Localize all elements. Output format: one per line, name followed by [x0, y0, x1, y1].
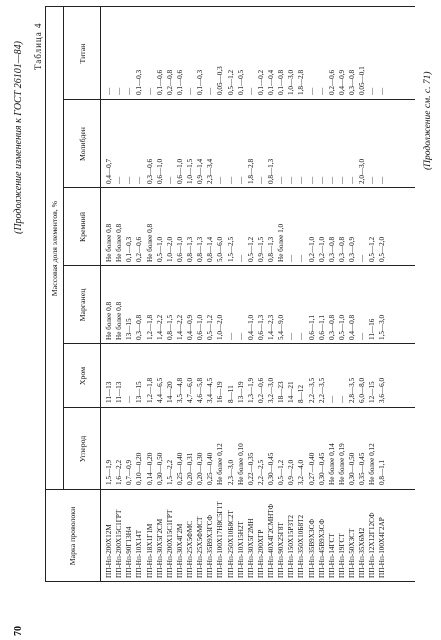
carbon-cell: 0,30—0,50 [348, 452, 356, 485]
header-group-rule [63, 7, 64, 490]
silicon-cell: 0,5—2,0 [378, 236, 387, 262]
header-chromium: Хром [78, 366, 87, 386]
titanium-cell: 0,5—1,2 [226, 69, 235, 95]
molybdenum-cell: — [348, 176, 356, 184]
silicon-cell: 0,8—1,4 [206, 236, 215, 262]
silicon-cell: Не более 1,0 [277, 223, 286, 262]
molybdenum-cell: — [216, 176, 225, 184]
titanium-cell: — [125, 87, 134, 95]
grade-cell: ПП-Нп-25Х5ФМС [186, 520, 194, 578]
molybdenum-cell: — [327, 176, 336, 184]
carbon-cell: 3,2—4,0 [297, 459, 306, 485]
molybdenum-cell: — [297, 176, 306, 184]
grade-cell: ПП-Нп-35Х6М2 [358, 527, 367, 578]
chromium-cell: 13—15 [135, 381, 144, 403]
grade-cell: ПП-Нп-12Х12Г12СФ [368, 512, 377, 578]
header-group: Массовая доля элементов, % [50, 200, 59, 297]
silicon-cell: Не более 0,8 [145, 223, 154, 262]
header-silicon: Кремний [78, 212, 87, 243]
molybdenum-cell: 0,4—0,7 [105, 158, 113, 184]
grade-cell: ПП-Нп-35В9Х3ГСФ [206, 514, 215, 578]
manganese-cell: — [297, 332, 306, 340]
molybdenum-cell: — [368, 176, 377, 184]
continuation-footer: (Продолжение см. с. 71) [423, 71, 433, 170]
col-divider-3 [63, 343, 415, 344]
manganese-cell: 13—15 [125, 318, 134, 340]
grade-cell: ПП-Нп-30Х5Г2СМ [155, 518, 164, 578]
chromium-cell: 11—13 [105, 381, 113, 403]
chromium-cell: 13—19 [236, 381, 245, 403]
manganese-cell: 0,3—0,8 [135, 314, 144, 340]
manganese-cell: — [287, 332, 296, 340]
titanium-cell: 0,2—0,8 [165, 69, 174, 95]
molybdenum-cell: — [226, 176, 235, 184]
silicon-cell: Не более 0,8 [115, 223, 124, 262]
manganese-cell: — [358, 332, 367, 340]
titanium-cell: — [317, 87, 326, 95]
chromium-cell: 3,4—4,5 [206, 377, 215, 403]
chromium-cell: 16—19 [216, 381, 225, 403]
manganese-cell: 0,5—1,2 [206, 314, 215, 340]
chromium-cell: 14—21 [287, 381, 296, 403]
manganese-cell: 0,5—1,0 [337, 314, 346, 340]
chromium-cell: — [337, 395, 346, 403]
carbon-cell: 2,2—2,5 [256, 459, 265, 485]
carbon-cell: 0,25—0,40 [175, 452, 184, 485]
carbon-cell: 0,22—0,35 [246, 452, 255, 485]
manganese-cell: 1,5—3,0 [378, 314, 387, 340]
chromium-cell: 11—13 [115, 381, 124, 403]
chromium-cell: 1,3—1,9 [246, 377, 255, 403]
grade-cell: ПП-Нп-90Х25Г8Т [277, 522, 286, 578]
titanium-cell: — [186, 87, 194, 95]
manganese-cell: 0,4—0,9 [186, 314, 194, 340]
silicon-cell: 0,3—0,9 [348, 236, 356, 262]
silicon-cell: — [287, 254, 296, 262]
carbon-cell: 1,6—2,2 [115, 459, 124, 485]
manganese-cell: 1,2—1,8 [145, 314, 154, 340]
titanium-cell: 0,1—0,2 [256, 69, 265, 95]
table-top-rule [45, 7, 46, 582]
molybdenum-cell: 1,0—1,5 [186, 158, 194, 184]
carbon-cell: 0,20—0,30 [196, 452, 205, 485]
grade-cell: ПП-Нп-150Х15Р3Т2 [287, 515, 296, 578]
grade-cell: ПП-Нп-45В9Х3СФ [317, 518, 326, 578]
chromium-cell: 3,5—4,8 [175, 377, 184, 403]
chromium-cell: 2,8—3,5 [348, 377, 356, 403]
carbon-cell: 0,14—0,20 [145, 452, 154, 485]
silicon-cell: 0,5—1,2 [368, 236, 377, 262]
grade-column [104, 501, 388, 578]
titanium-cell: — [368, 87, 377, 95]
chromium-cell: 4,4—6,5 [155, 377, 164, 403]
titanium-cell: 0,1—0,3 [135, 69, 144, 95]
silicon-cell: Не более 0,8 [105, 223, 113, 262]
grade-cell: ПП-Нп-30Х5Г2МН [246, 518, 255, 578]
carbon-cell: 0,8—1,1 [378, 459, 387, 485]
silicon-cell: 0,3—0,8 [337, 236, 346, 262]
carbon-cell: 2,3—3,0 [226, 459, 235, 485]
molybdenum-cell: 0,6—1,0 [155, 158, 164, 184]
titanium-cell: — [307, 87, 316, 95]
silicon-cell: 0,8—1,3 [186, 236, 194, 262]
grade-cell: ПП-Нп-30Х4Г2М [175, 523, 184, 578]
silicon-cell: 0,2—1,0 [317, 236, 326, 262]
header-bottom-rule [100, 7, 101, 582]
titanium-cell: — [378, 87, 387, 95]
grade-cell: ПП-Нп-25Х5ФМСТ [196, 516, 205, 578]
grade-cell: ПП-Нп-100Х17Н8С5Г1Т [216, 501, 225, 578]
header-carbon: Углерод [78, 435, 87, 463]
manganese-cell: 11—16 [368, 318, 377, 340]
grade-cell: ПП-Нп-200Х15С1ГРТ [165, 509, 174, 578]
manganese-cell: 1,4—2,2 [175, 314, 184, 340]
titanium-cell: 0,1—0,3 [196, 69, 205, 95]
carbon-cell: 0,5—1,2 [277, 459, 286, 485]
titanium-cell: — [246, 87, 255, 95]
manganese-cell: — [236, 332, 245, 340]
manganese-cell: 5,4—9,0 [277, 314, 286, 340]
col-divider-5 [63, 187, 415, 188]
silicon-cell: 0,9—1,5 [256, 236, 265, 262]
titanium-cell: 0,1—0,6 [155, 69, 164, 95]
silicon-cell: 0,1—0,3 [125, 236, 134, 262]
silicon-cell: 0,2—1,0 [307, 236, 316, 262]
carbon-column [104, 443, 388, 485]
chromium-cell: — [327, 395, 336, 403]
grade-cell: ПП-Нп-200ХГР [256, 529, 265, 578]
grade-cell: ПП-Нп-350Х10Б8Т2 [297, 514, 306, 578]
silicon-cell: 0,8—1,3 [196, 236, 205, 262]
silicon-column [104, 224, 388, 262]
carbon-cell: 0,10—0,20 [135, 452, 144, 485]
molybdenum-cell: 2,3—3,4 [206, 158, 215, 184]
molybdenum-cell: — [256, 176, 265, 184]
grade-cell: ПП-Нп-35В9Х3СФ [307, 518, 316, 578]
silicon-cell: 1,5—2,5 [226, 236, 235, 262]
chromium-cell: 14—20 [165, 381, 174, 403]
carbon-cell: 1,5—1,9 [105, 459, 113, 485]
titanium-cell: 0,3—0,8 [348, 69, 356, 95]
header-titanium: Титан [78, 43, 87, 64]
manganese-cell: 1,0—2,0 [216, 314, 225, 340]
molybdenum-cell: 0,3—0,6 [145, 158, 154, 184]
molybdenum-cell: 0,6—1,0 [175, 158, 184, 184]
titanium-cell: 1,0—3,0 [287, 69, 296, 95]
chromium-cell: 4,7—6,0 [186, 377, 194, 403]
chromium-cell: 6,0—8,0 [358, 377, 367, 403]
chromium-cell: 2,2—3,5 [307, 377, 316, 403]
molybdenum-cell: — [337, 176, 346, 184]
grade-cell: ПП-Нп-19ГСТ [337, 533, 346, 578]
titanium-column [104, 66, 388, 95]
carbon-cell: 0,7—0,9 [125, 459, 134, 485]
grade-cell: ПП-Нп-10Х14Т [135, 529, 144, 578]
titanium-cell: 0,05—0,3 [216, 66, 225, 95]
molybdenum-cell: — [115, 176, 124, 184]
molybdenum-cell: — [236, 176, 245, 184]
header-grade: Марка проволоки [68, 506, 77, 566]
carbon-cell: 0,30—0,45 [317, 452, 326, 485]
molybdenum-column [104, 159, 388, 184]
manganese-cell: 1,4—2,2 [155, 314, 164, 340]
carbon-cell: 0,30—0,45 [267, 452, 275, 485]
titanium-cell: 0,1—0,4 [267, 69, 275, 95]
carbon-cell: 0,9—2,0 [287, 459, 296, 485]
silicon-cell: 0,5—1,0 [155, 236, 164, 262]
manganese-cell: 0,3—0,8 [327, 314, 336, 340]
page-number: 70 [13, 626, 24, 636]
manganese-cell: 0,8—1,5 [165, 314, 174, 340]
manganese-cell: 1,4—2,3 [267, 314, 275, 340]
molybdenum-cell: 1,8—2,8 [246, 158, 255, 184]
header-molybdenum: Молибден [78, 127, 87, 161]
chromium-cell: 1,2—1,8 [145, 377, 154, 403]
carbon-cell: Не более 0,12 [216, 443, 225, 485]
manganese-cell: 0,6—1,3 [256, 314, 265, 340]
molybdenum-cell: — [165, 176, 174, 184]
table-left-rule [45, 581, 415, 582]
molybdenum-cell: — [307, 176, 316, 184]
carbon-cell: Не более 0,10 [236, 443, 245, 485]
grade-cell: ПП-Нп-100Х4Г2АР [378, 517, 387, 578]
silicon-cell: 5,0—6,0 [216, 236, 225, 262]
molybdenum-cell: — [277, 176, 286, 184]
molybdenum-cell: — [125, 176, 134, 184]
silicon-cell: — [297, 254, 306, 262]
carbon-cell: Не более 0,12 [368, 443, 377, 485]
molybdenum-cell: — [378, 176, 387, 184]
chromium-cell: 8—11 [226, 385, 235, 403]
titanium-cell: — [145, 87, 154, 95]
chromium-cell: — [125, 395, 134, 403]
continuation-header: (Продолжение изменения к ГОСТ 26101—84) [13, 41, 24, 234]
titanium-cell: 0,2—0,6 [327, 69, 336, 95]
titanium-cell: — [105, 87, 113, 95]
titanium-cell: 0,1—0,6 [175, 69, 184, 95]
titanium-cell: 1,8—2,8 [297, 69, 306, 95]
titanium-cell: — [206, 87, 215, 95]
grade-cell: ПП-Нп-200Х15С1ГРТ [115, 509, 124, 578]
carbon-cell: Не более 0,14 [327, 443, 336, 485]
silicon-cell: — [236, 254, 245, 262]
grade-cell: ПП-Нп-10Х15Н2Т [236, 521, 245, 578]
carbon-cell: 0,27—0,40 [307, 452, 316, 485]
grade-cell: ПП-Нп-250Х10Б8С2Т [226, 510, 235, 578]
carbon-cell: 0,35—0,45 [358, 452, 367, 485]
titanium-cell: 0,4—0,9 [337, 69, 346, 95]
manganese-cell: Не более 0,8 [105, 301, 113, 340]
col-divider-6 [63, 99, 415, 100]
titanium-cell: 0,05—0,1 [358, 66, 367, 95]
chromium-cell: 18—23 [277, 381, 286, 403]
chromium-cell: 12—15 [368, 381, 377, 403]
grade-cell: ПП-Нп-50Х3СТ [348, 528, 356, 578]
manganese-cell: 0,4—0,8 [348, 314, 356, 340]
chromium-cell: 4,6—5,8 [196, 377, 205, 403]
manganese-cell: Не более 0,8 [115, 301, 124, 340]
molybdenum-cell: 2,0—3,0 [358, 158, 367, 184]
col-divider-2 [63, 407, 415, 408]
chromium-cell: 0,2—0,6 [256, 377, 265, 403]
silicon-cell: 0,2—0,6 [135, 236, 144, 262]
col-divider-4 [63, 265, 415, 266]
molybdenum-cell: 0,9—1,4 [196, 158, 205, 184]
col-divider-1 [45, 489, 415, 490]
grade-cell: ПП-Нп-18Х1Г1М [145, 523, 154, 578]
molybdenum-cell: 0,8—1,3 [267, 158, 275, 184]
grade-cell: ПП-Нп-90Г13Н4 [125, 526, 134, 578]
carbon-cell: 1,5—2,2 [165, 459, 174, 485]
manganese-cell: 0,6—1,1 [307, 314, 316, 340]
silicon-cell: 0,3—0,8 [327, 236, 336, 262]
chromium-column [104, 378, 388, 403]
manganese-cell: 0,6—1,1 [317, 314, 326, 340]
carbon-cell: 0,20—0,31 [186, 452, 194, 485]
silicon-cell: 0,8—1,3 [267, 236, 275, 262]
silicon-cell: 1,0—2,0 [165, 236, 174, 262]
chromium-cell: 3,2—3,0 [267, 377, 275, 403]
molybdenum-cell: — [317, 176, 326, 184]
silicon-cell: 0,5—1,2 [246, 236, 255, 262]
chromium-cell: 3,6—6,0 [378, 377, 387, 403]
grade-cell: ПП-Нп-40Х4Г2СМНТФ [267, 503, 275, 578]
manganese-cell: 0,6—1,0 [196, 314, 205, 340]
table-label: Таблица 4 [33, 22, 43, 70]
carbon-cell: 0,30—0,50 [155, 452, 164, 485]
manganese-column [104, 302, 388, 340]
titanium-cell: — [115, 87, 124, 95]
chromium-cell: 2,2—3,5 [317, 377, 326, 403]
silicon-cell: 0,6—1,0 [175, 236, 184, 262]
chromium-cell: 8—12 [297, 385, 306, 403]
grade-cell: ПП-Нп-14ГСТ [327, 533, 336, 578]
manganese-cell: 0,4—1,0 [246, 314, 255, 340]
titanium-cell: 0,1—0,5 [236, 69, 245, 95]
molybdenum-cell: — [135, 176, 144, 184]
titanium-cell: 0,1—0,8 [277, 69, 286, 95]
manganese-cell: — [226, 332, 235, 340]
molybdenum-cell: — [287, 176, 296, 184]
grade-cell: ПП-Нп-200Х12М [105, 524, 113, 578]
header-manganese: Марганец [78, 288, 87, 322]
silicon-cell: — [358, 254, 367, 262]
carbon-cell: Не более 0,19 [337, 443, 346, 485]
carbon-cell: 0,25—0,40 [206, 452, 215, 485]
table-right-rule [45, 6, 415, 7]
